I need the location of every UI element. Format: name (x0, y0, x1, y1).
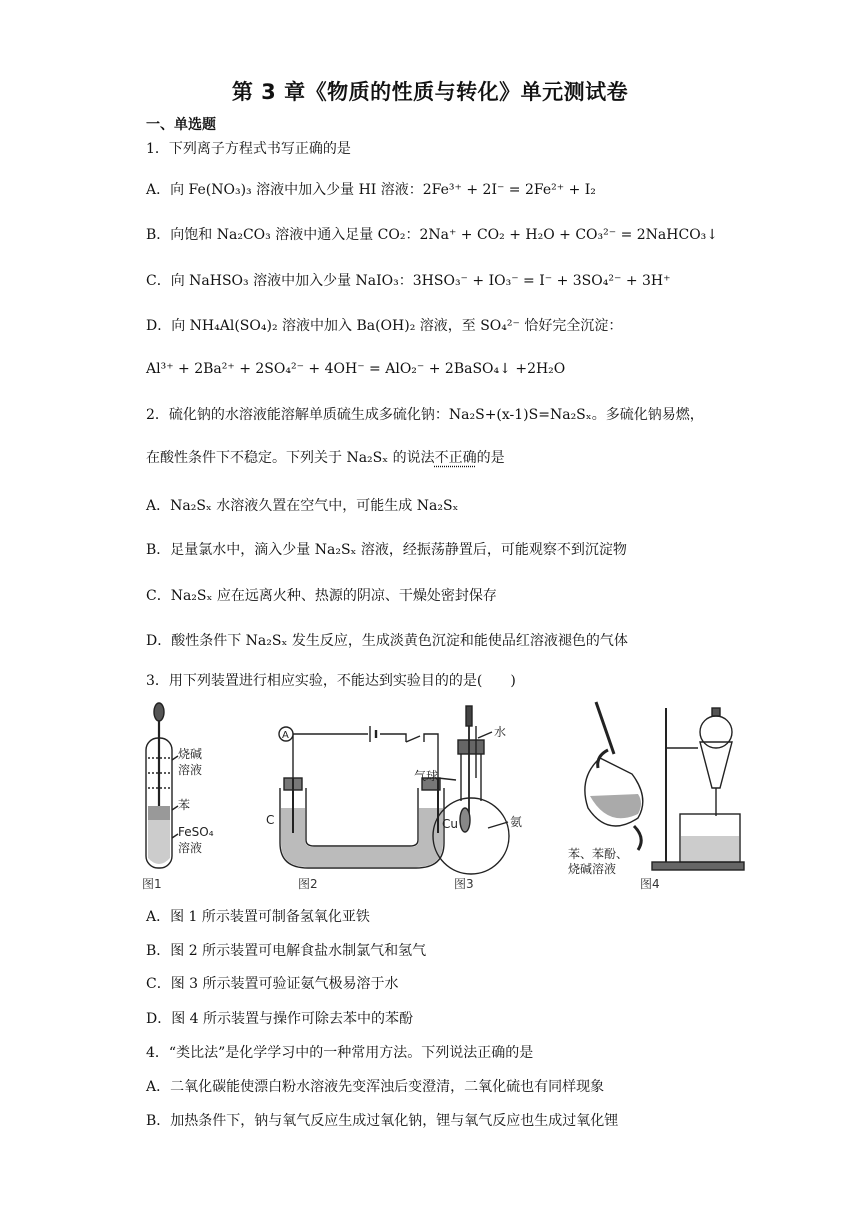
q2-stem-pre: 在酸性条件下不稳定。下列关于 Na₂Sₓ 的说法 (146, 450, 435, 466)
fig2-label-c: C (266, 813, 275, 827)
q2-option-c: C．Na₂Sₓ 应在远离火种、热源的阴凉、干燥处密封保存 (146, 588, 497, 604)
q3-option-b: B．图 2 所示装置可电解食盐水制氯气和氢气 (146, 943, 427, 959)
fig1-label-solution: 溶液 (178, 763, 203, 777)
q1-stem: 1．下列离子方程式书写正确的是 (146, 141, 351, 157)
figure-1-caption: 图1 (142, 877, 162, 891)
q4-option-b: B．加热条件下，钠与氧气反应生成过氧化钠，锂与氧气反应也生成过氧化锂 (146, 1113, 619, 1129)
fig1-label-feso4: FeSO₄ (178, 825, 214, 839)
fig3-label-water: 水 (494, 725, 507, 739)
fig1-label-solution2: 溶液 (178, 841, 203, 855)
section-heading: 一、单选题 (146, 117, 216, 133)
q4-option-a: A．二氧化碳能使漂白粉水溶液先变浑浊后变澄清，二氧化硫也有同样现象 (146, 1079, 605, 1095)
page-title: 第 3 章《物质的性质与转化》单元测试卷 (231, 80, 629, 104)
fig3-label-balloon: 气球 (414, 769, 439, 783)
figure-3-caption: 图3 (454, 877, 474, 891)
q1-option-b: B．向饱和 Na₂CO₃ 溶液中通入足量 CO₂：2Na⁺ + CO₂ + H₂O + CO₃²⁻ = 2NaHCO₃↓ (146, 227, 719, 243)
q1-option-d-equation: Al³⁺ + 2Ba²⁺ + 2SO₄²⁻ + 4OH⁻ = AlO₂⁻ + 2BaSO₄↓ +2H₂O (146, 361, 566, 377)
fig2-ammeter-label: A (282, 730, 289, 741)
fig1-label-naoh: 烧碱 (178, 747, 203, 761)
q2-stem-line2 (146, 449, 505, 467)
q2-stem-line1: 2．硫化钠的水溶液能溶解单质硫生成多硫化钠：Na₂S+(x-1)S=Na₂Sₓ。多硫化钠易燃， (146, 407, 704, 423)
q1-option-d: D．向 NH₄Al(SO₄)₂ 溶液中加入 Ba(OH)₂ 溶液，至 SO₄²⁻ 恰好完全沉淀： (146, 318, 623, 334)
q3-option-a: A．图 1 所示装置可制备氢氧化亚铁 (146, 909, 370, 925)
figure-1-apparatus (146, 703, 178, 868)
q2-option-d: D．酸性条件下 Na₂Sₓ 发生反应，生成淡黄色沉淀和能使品红溶液褪色的气体 (146, 633, 628, 649)
fig4-label-mixture: 苯、苯酚、 (568, 847, 629, 861)
q3-option-d: D．图 4 所示装置与操作可除去苯中的苯酚 (146, 1011, 414, 1027)
q2-option-a: A．Na₂Sₓ 水溶液久置在空气中，可能生成 Na₂Sₓ (146, 498, 459, 514)
q2-stem-post: 的是 (476, 450, 505, 466)
figure-2-apparatus (279, 726, 444, 868)
fig3-label-ammonia: 氨 (510, 815, 523, 829)
q3-option-c: C．图 3 所示装置可验证氨气极易溶于水 (146, 976, 399, 992)
q3-apparatus-figure (138, 698, 754, 894)
q1-option-a: A．向 Fe(NO₃)₃ 溶液中加入少量 HI 溶液：2Fe³⁺ + 2I⁻ = 2Fe²⁺ + I₂ (146, 182, 596, 198)
figure-2-caption: 图2 (298, 877, 318, 891)
q3-stem: 3．用下列装置进行相应实验，不能达到实验目的的是( ) (146, 673, 516, 689)
q2-option-b: B．足量氯水中，滴入少量 Na₂Sₓ 溶液，经振荡静置后，可能观察不到沉淀物 (146, 542, 627, 558)
figure-4-caption: 图4 (640, 877, 660, 891)
q1-option-c: C．向 NaHSO₃ 溶液中加入少量 NaIO₃：3HSO₃⁻ + IO₃⁻ = I⁻ + 3SO₄²⁻ + 3H⁺ (146, 273, 671, 289)
fig4-label-naoh: 烧碱溶液 (568, 862, 617, 876)
figure-4-apparatus (585, 702, 744, 870)
fig1-label-benzene: 苯 (178, 798, 191, 812)
q2-stem-emphasis: 不正确 (434, 450, 477, 466)
q4-stem: 4．“类比法”是化学学习中的一种常用方法。下列说法正确的是 (146, 1045, 534, 1061)
fig2-label-cu: Cu (442, 817, 458, 831)
